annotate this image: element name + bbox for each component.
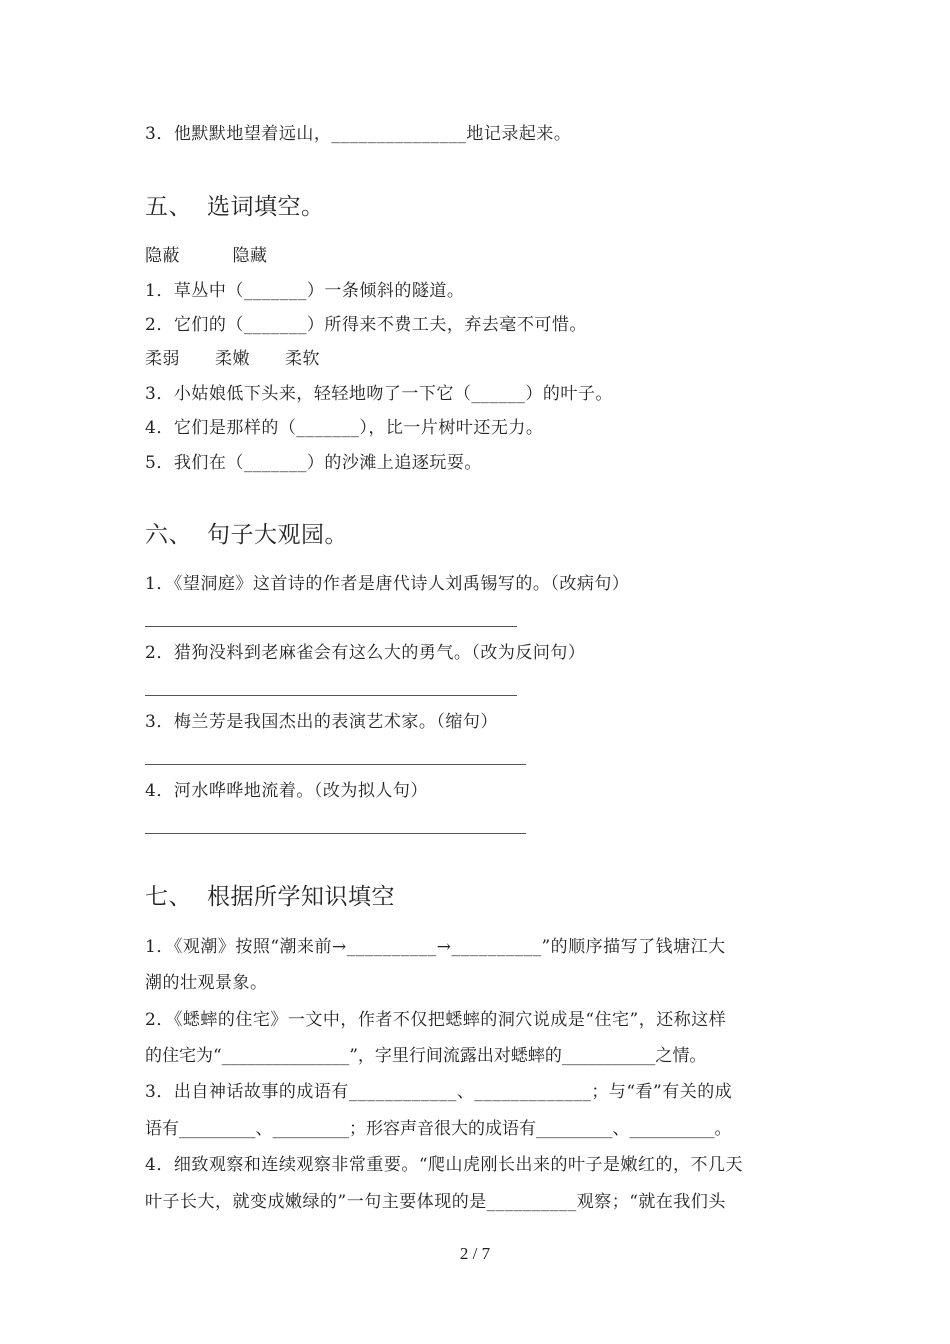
section-5-number: 五、 xyxy=(145,194,192,220)
section-5-question-5: 5．我们在（_______）的沙滩上追逐玩耍。 xyxy=(145,453,482,473)
answer-line-3[interactable] xyxy=(145,764,526,765)
section-7-line-8: 叶子长大，就变成嫩绿的”一句主要体现的是__________观察；“就在我们头 xyxy=(145,1192,726,1212)
section-5-question-4: 4．它们是那样的（_______），比一片树叶还无力。 xyxy=(145,418,544,438)
section-6-question-2: 2．猎狗没料到老麻雀会有这么大的勇气。（改为反问句） xyxy=(145,643,586,663)
section-5-question-2: 2．它们的（_______）所得来不费工夫，弃去毫不可惜。 xyxy=(145,315,587,335)
section-7-line-2: 潮的壮观景象。 xyxy=(145,973,268,993)
section-5-question-1: 1．草丛中（_______）一条倾斜的隧道。 xyxy=(145,281,465,301)
answer-line-2[interactable] xyxy=(145,695,517,696)
section-7-line-4: 的住宅为“_______________”，字里行间流露出对蟋蟀的___________之情。 xyxy=(145,1046,707,1066)
section-6-question-4: 4．河水哗哗地流着。（改为拟人句） xyxy=(145,781,428,801)
answer-line-1[interactable] xyxy=(145,626,517,627)
section-6-title: 句子大观园。 xyxy=(207,522,348,548)
section-7-line-1: 1．《观潮》按照“潮来前→__________→__________”的顺序描写了钱塘江大 xyxy=(145,937,726,957)
section-7-number: 七、 xyxy=(145,884,192,910)
section-7-title: 根据所学知识填空 xyxy=(207,884,395,910)
section-6-number: 六、 xyxy=(145,522,192,548)
section-7-line-5: 3．出自神话故事的成语有____________、_____________；与“看”有关的成 xyxy=(145,1082,733,1102)
section-6-heading xyxy=(145,520,348,550)
fill-in-item-3: 3．他默默地望着远山，_______________地记录起来。 xyxy=(145,124,572,144)
page-number: 2 / 7 xyxy=(459,1244,491,1263)
section-7-heading xyxy=(145,882,395,912)
section-6-question-1: 1．《望洞庭》这首诗的作者是唐代诗人刘禹锡写的。（改病句） xyxy=(145,574,630,594)
word-choices-b: 柔弱 柔嫩 柔软 xyxy=(145,349,320,369)
section-7-line-6: 语有_________、_________；形容声音很大的成语有_________、__________。 xyxy=(145,1119,732,1139)
section-7-line-3: 2．《蟋蟀的住宅》一文中，作者不仅把蟋蟀的洞穴说成是“住宅”，还称这样 xyxy=(145,1010,727,1030)
section-5-title: 选词填空。 xyxy=(207,194,325,220)
section-5-question-3: 3．小姑娘低下头来，轻轻地吻了一下它（______）的叶子。 xyxy=(145,384,613,404)
section-7-line-7: 4．细致观察和连续观察非常重要。“爬山虎刚长出来的叶子是嫩红的，不几天 xyxy=(145,1155,744,1175)
word-choices-a: 隐蔽 隐藏 xyxy=(145,246,268,266)
section-5-heading xyxy=(145,192,325,222)
answer-line-4[interactable] xyxy=(145,833,526,834)
section-6-question-3: 3．梅兰芳是我国杰出的表演艺术家。（缩句） xyxy=(145,712,498,732)
